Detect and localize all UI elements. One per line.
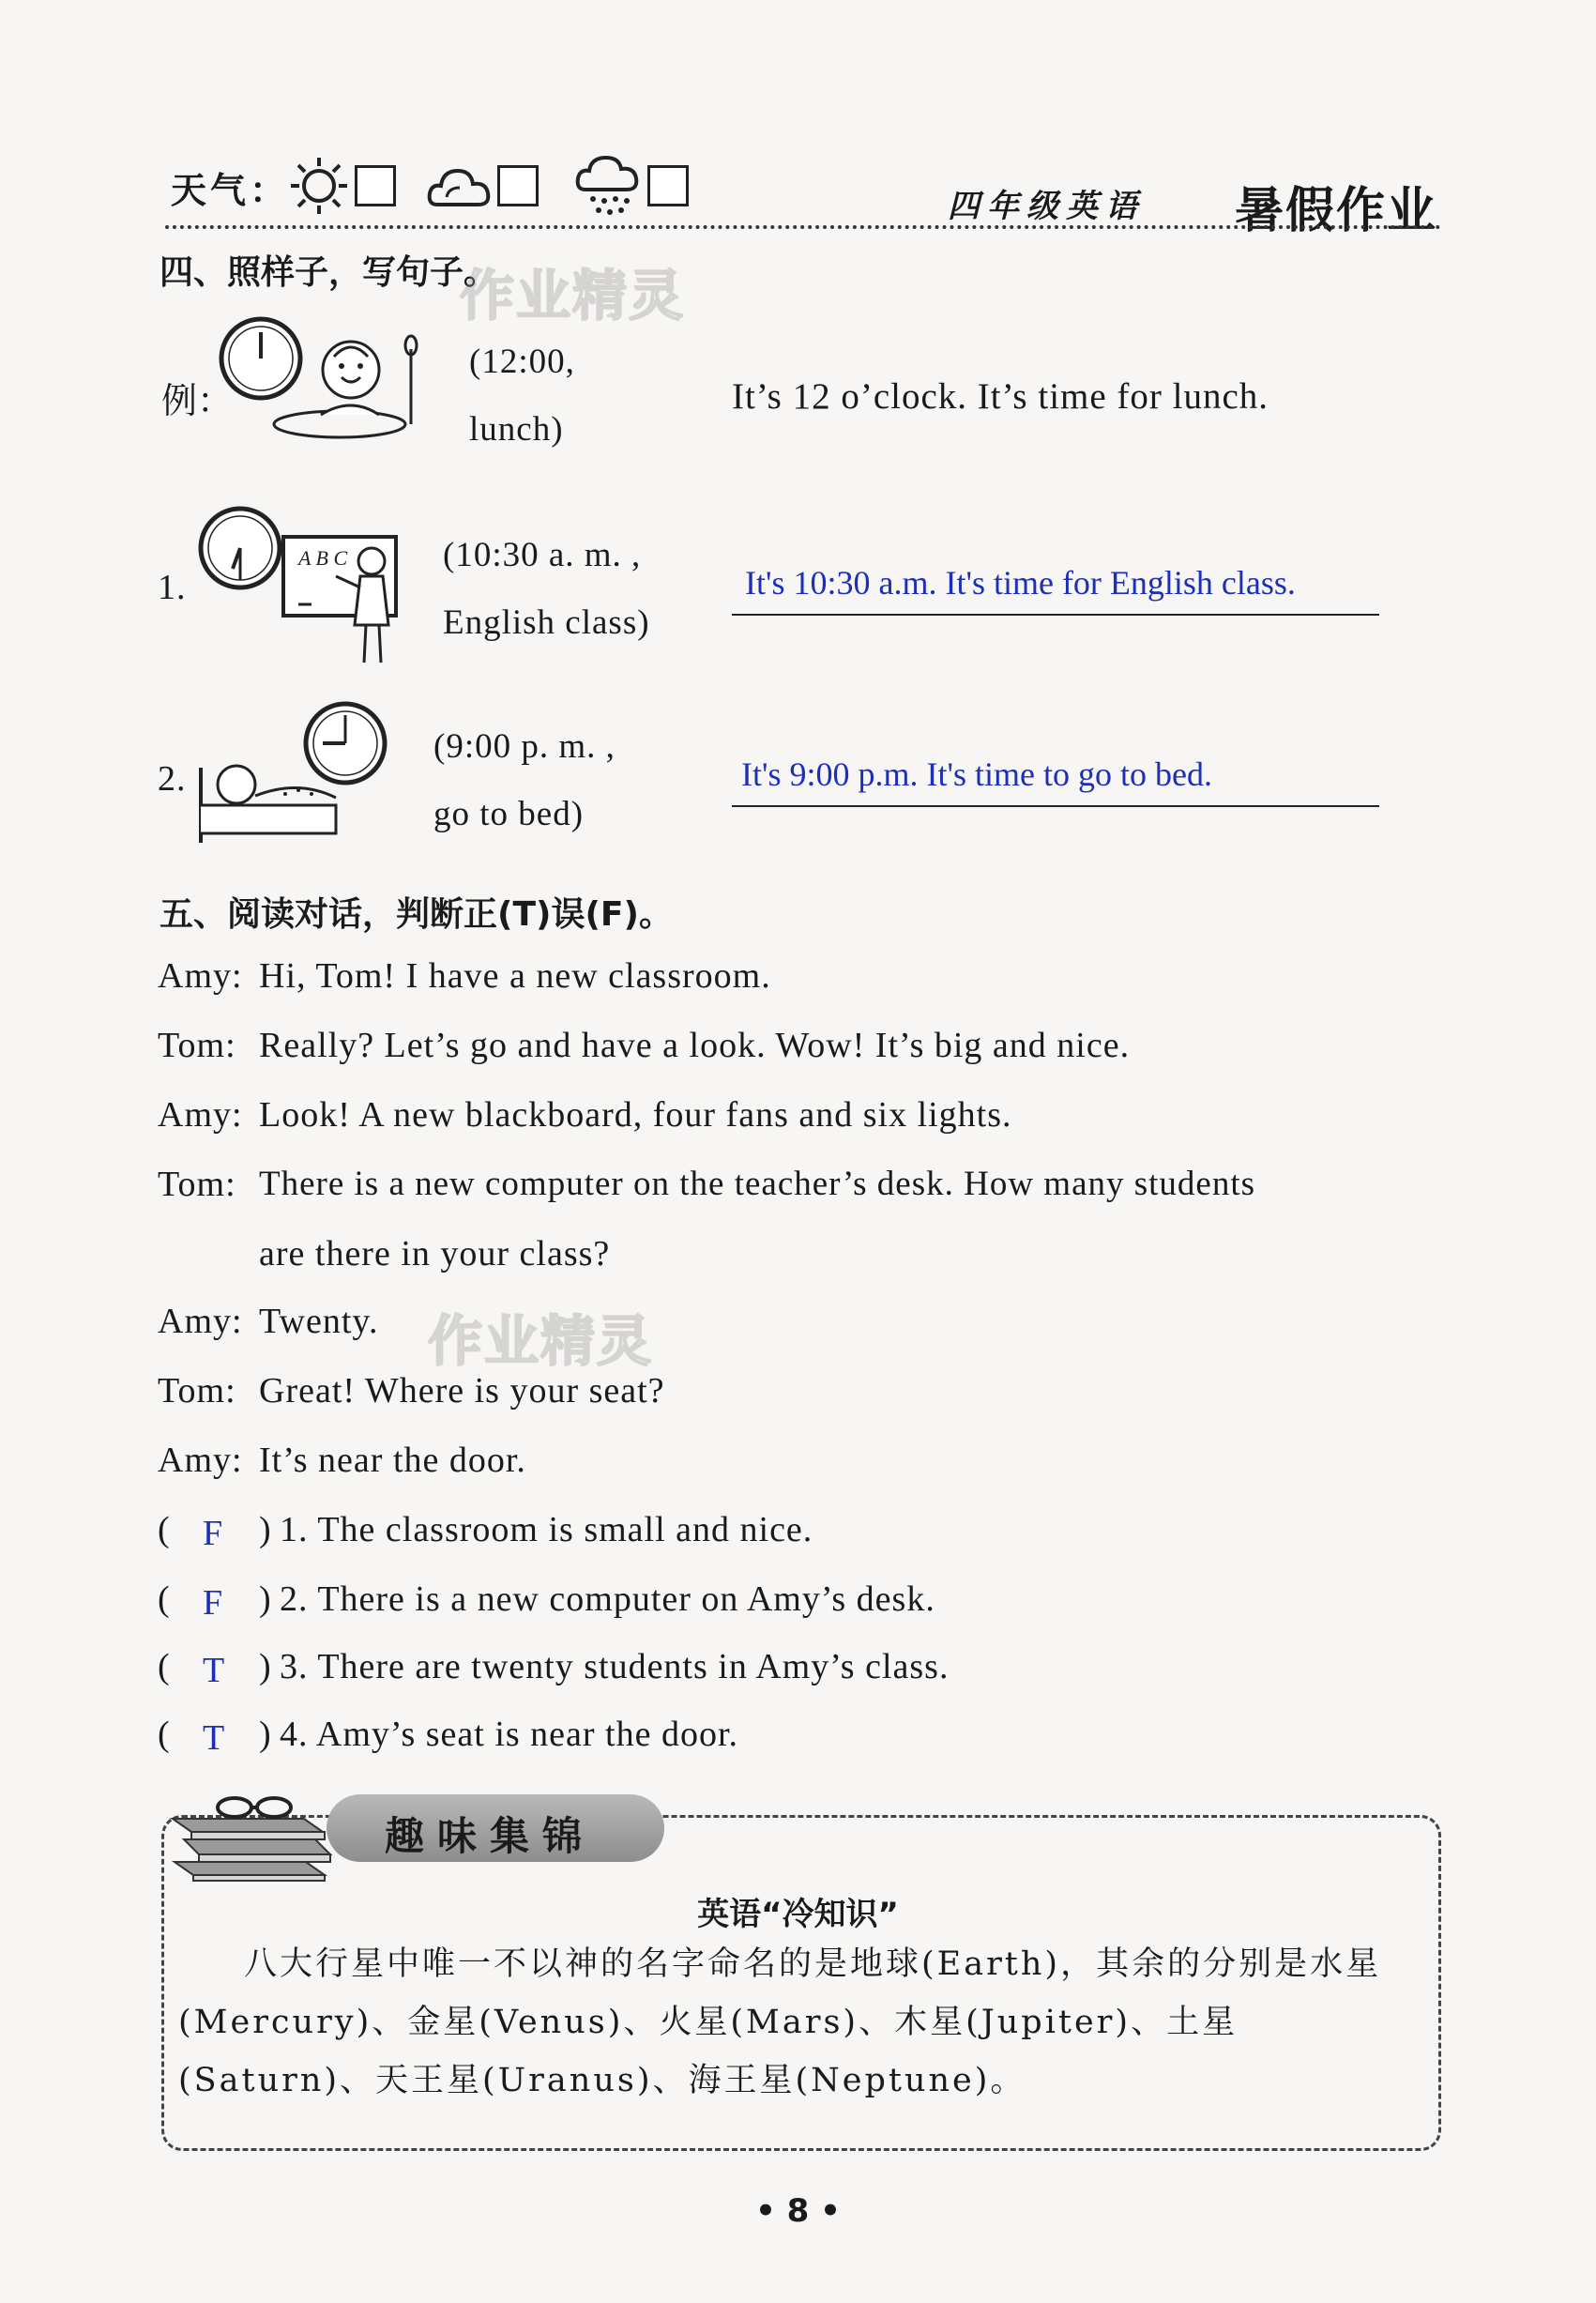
judgement-close-paren: ) (259, 1647, 272, 1686)
judgement-statement: 1. The classroom is small and nice. (280, 1510, 813, 1549)
judgement-open-paren: ( (158, 1647, 171, 1686)
clock-icon (221, 319, 300, 398)
dialogue-line-speaker: Tom: (158, 1165, 236, 1204)
item1-hint-time: (10:30 a. m. , (443, 536, 642, 574)
item1-number: 1. (158, 568, 187, 607)
books-icon (165, 1772, 343, 1884)
dialogue-line-text: There is a new computer on the teacher’s desk. How many students (259, 1165, 1256, 1203)
judgement-answer-mark[interactable]: F (203, 1514, 223, 1553)
judgement-answer-mark[interactable]: F (203, 1583, 223, 1623)
english-class-illustration (195, 503, 402, 672)
item2-answer[interactable]: It's 9:00 p.m. It's time to go to bed. (741, 755, 1212, 793)
bedtime-illustration (195, 693, 402, 862)
dialogue-line-text: are there in your class? (259, 1234, 611, 1274)
clock-icon (306, 704, 385, 783)
cloud-icon (426, 160, 494, 212)
dialogue-line-text: Look! A new blackboard, four fans and six lights. (259, 1095, 1012, 1135)
weather-checkbox-cloudy[interactable] (497, 165, 539, 206)
sun-icon (287, 154, 351, 218)
item1-answer[interactable]: It's 10:30 a.m. It's time for English class. (745, 564, 1296, 602)
example-hint-time: (12:00, (469, 343, 575, 381)
dialogue-line-speaker: Amy: (158, 956, 243, 996)
weather-checkbox-rainy[interactable] (647, 165, 689, 206)
fun-facts-text: 八大行星中唯一不以神的名字命名的是地球(Earth)，其余的分别是水星(Mercury)、金星(Venus)、火星(Mars)、木星(Jupiter)、土星(Saturn)、天王星(Uranus)、海王星(Neptune)。 (178, 1945, 1382, 2099)
watermark: 作业精灵 (460, 264, 686, 328)
dialogue-line-text: Great! Where is your seat? (259, 1371, 665, 1411)
dialogue-line-speaker: Amy: (158, 1441, 243, 1480)
header-divider (165, 225, 1441, 229)
judgement-open-paren: ( (158, 1715, 171, 1754)
item2-number: 2. (158, 759, 187, 799)
example-sentence: It’s 12 o’clock. It’s time for lunch. (732, 376, 1269, 417)
judgement-open-paren: ( (158, 1510, 171, 1549)
judgement-close-paren: ) (259, 1715, 272, 1754)
judgement-answer-mark[interactable]: T (203, 1718, 225, 1758)
judgement-statement: 3. There are twenty students in Amy’s class. (280, 1647, 950, 1686)
dialogue-line-speaker: Tom: (158, 1026, 236, 1065)
weather-label: 天气： (171, 169, 290, 211)
judgement-close-paren: ) (259, 1579, 272, 1619)
judgement-statement: 4. Amy’s seat is near the door. (280, 1715, 739, 1754)
page-number: • 8 • (755, 2192, 841, 2230)
weather-checkbox-sunny[interactable] (355, 165, 396, 206)
clock-icon (201, 509, 280, 587)
judgement-answer-mark[interactable]: T (203, 1651, 225, 1690)
dialogue-line-text: Really? Let’s go and have a look. Wow! It’s big and nice. (259, 1026, 1131, 1065)
header-grade-subject: 四年级英语 (948, 188, 1145, 225)
dialogue-line-text: It’s near the door. (259, 1441, 526, 1480)
dialogue-line-text: Hi, Tom! I have a new classroom. (259, 956, 771, 996)
judgement-close-paren: ) (259, 1510, 272, 1549)
dialogue-line-speaker: Amy: (158, 1095, 243, 1135)
section4-title: 四、照样子，写句子。 (160, 253, 498, 292)
blackboard-text: A B C (298, 546, 348, 570)
lunch-illustration (218, 312, 433, 452)
item2-hint-activity: go to bed) (433, 795, 585, 833)
rain-icon (574, 152, 642, 221)
example-hint-activity: lunch) (469, 410, 564, 449)
item2-hint-time: (9:00 p. m. , (433, 727, 616, 766)
item1-answer-line (732, 614, 1379, 616)
item2-answer-line (732, 805, 1379, 807)
dialogue-line-text: Twenty. (259, 1302, 379, 1341)
judgement-statement: 2. There is a new computer on Amy’s desk. (280, 1579, 935, 1619)
example-label: 例： (161, 380, 234, 421)
watermark: 作业精灵 (428, 1309, 654, 1373)
header-brand: 暑假作业 (1235, 183, 1438, 239)
dialogue-line-speaker: Amy: (158, 1302, 243, 1341)
judgement-open-paren: ( (158, 1579, 171, 1619)
fun-facts-banner-text: 趣味集锦 (385, 1813, 596, 1859)
dialogue-line-speaker: Tom: (158, 1371, 236, 1411)
fun-facts-title: 英语“冷知识” (697, 1896, 899, 1933)
item1-hint-activity: English class) (443, 603, 650, 642)
section5-title: 五、阅读对话，判断正(T)误(F)。 (160, 895, 673, 934)
